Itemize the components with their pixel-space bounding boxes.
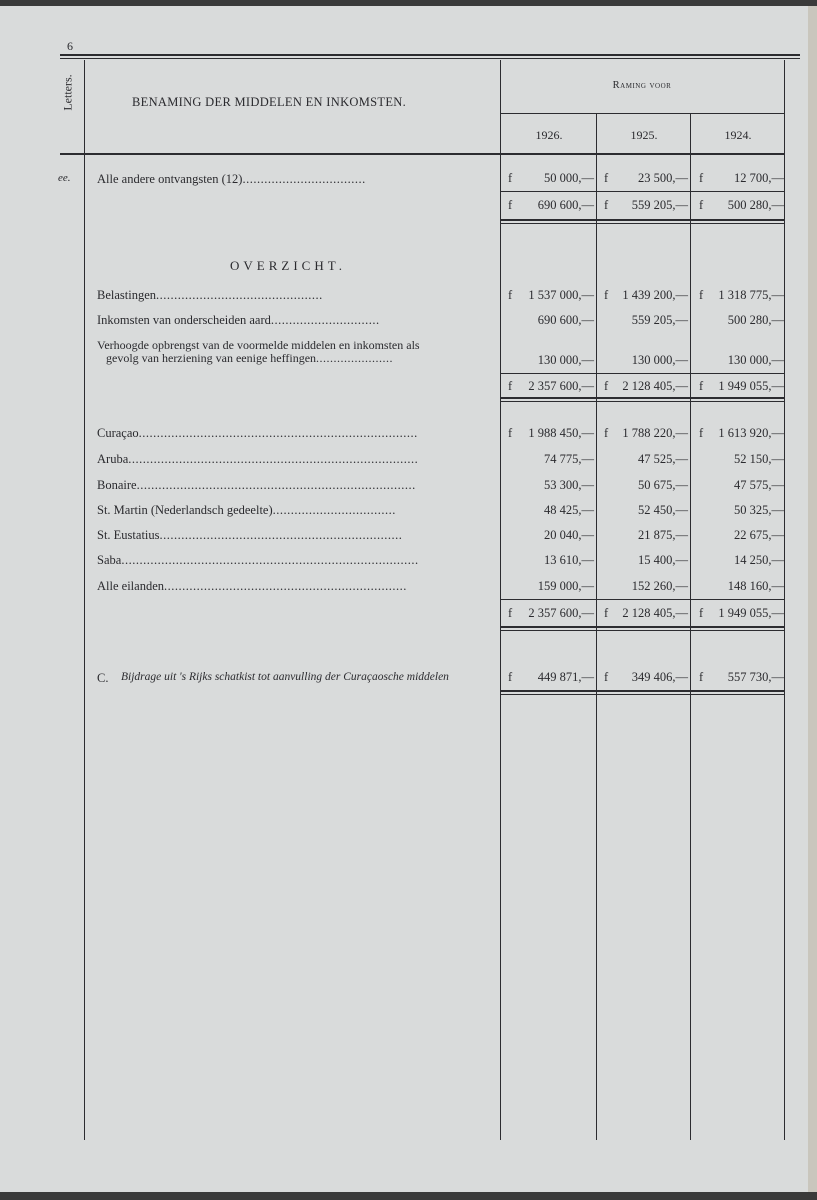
value-1924: 14 250,— [734, 553, 784, 567]
value-1924: 52 150,— [734, 452, 784, 466]
value-1924: 50 325,— [734, 503, 784, 517]
value-1924: 1 613 920,— [718, 426, 784, 440]
row-label-verhoogde-line2: gevolg van herziening van eenige heffingen...................... [106, 351, 394, 365]
value-1925: 23 500,— [638, 171, 688, 185]
value-1925: 2 128 405,— [622, 606, 688, 620]
value-1925: 1 788 220,— [622, 426, 688, 440]
value-1926: 449 871,— [537, 670, 594, 684]
value-1924: 12 700,— [734, 171, 784, 185]
value-1926: 13 610,— [544, 553, 594, 567]
total-rule-thin [500, 223, 784, 224]
total-rule [500, 219, 784, 221]
currency-f: f [699, 288, 704, 302]
currency-f: f [604, 171, 609, 185]
row-label-inkomsten: Inkomsten van onderscheiden aard.............................. [97, 313, 380, 327]
subtotal-rule [500, 599, 784, 600]
value-1925: 50 675,— [638, 478, 688, 492]
value-1924: 47 575,— [734, 478, 784, 492]
top-rule [60, 54, 800, 56]
label-text: Curaçao [97, 426, 139, 440]
currency-f: f [604, 198, 609, 212]
row-label-island: St. Martin (Nederlandsch gedeelte).................................. [97, 503, 396, 517]
year-1924: 1924. [724, 128, 752, 142]
currency-f: f [604, 288, 609, 302]
currency-f: f [508, 606, 513, 620]
value-1926: 1 988 450,— [528, 426, 594, 440]
row-label-island: St. Eustatius................................................................... [97, 528, 403, 542]
value-1925: 1 439 200,— [622, 288, 688, 302]
currency-f: f [508, 171, 513, 185]
row-label-island: Saba.................................................................................. [97, 553, 419, 567]
value-1926: 50 000,— [544, 171, 594, 185]
label-text: Saba [97, 553, 122, 567]
value-1924: 22 675,— [734, 528, 784, 542]
label-text: Inkomsten van onderscheiden aard [97, 313, 271, 327]
row-label-belastingen: Belastingen.............................................. [97, 288, 323, 302]
value-1925: 52 450,— [638, 503, 688, 517]
value-1925: 152 260,— [631, 579, 688, 593]
year-1926: 1926. [535, 128, 563, 142]
currency-f: f [699, 379, 704, 393]
currency-f: f [699, 198, 704, 212]
row-label-verhoogde-line1: Verhoogde opbrengst van de voormelde middelen en inkomsten als [97, 338, 420, 352]
currency-f: f [508, 198, 513, 212]
row-letter-ee: ee. [58, 172, 71, 184]
value-1926: 20 040,— [544, 528, 594, 542]
currency-f: f [604, 426, 609, 440]
label-text: Bonaire [97, 478, 137, 492]
raming-rule [500, 113, 784, 114]
currency-f: f [508, 379, 513, 393]
currency-f: f [604, 606, 609, 620]
value-1926: 74 775,— [544, 452, 594, 466]
value-1926: 2 357 600,— [528, 606, 594, 620]
currency-f: f [699, 171, 704, 185]
value-1926: 53 300,— [544, 478, 594, 492]
value-1924: 148 160,— [727, 579, 784, 593]
currency-f: f [699, 670, 704, 684]
page-edge [808, 6, 817, 1192]
value-1924: 500 280,— [727, 198, 784, 212]
value-1925: 130 000,— [631, 353, 688, 367]
value-1925: 349 406,— [631, 670, 688, 684]
letters-column-line [84, 60, 85, 1140]
currency-f: f [604, 379, 609, 393]
page-number: 6 [67, 39, 73, 53]
value-1925: 15 400,— [638, 553, 688, 567]
value-1926: 1 537 000,— [528, 288, 594, 302]
value-1925: 21 875,— [638, 528, 688, 542]
value-1924: 130 000,— [727, 353, 784, 367]
row-label-island: Bonaire............................................................................. [97, 478, 416, 492]
value-1924: 1 318 775,— [718, 288, 784, 302]
currency-f: f [699, 606, 704, 620]
top-rule-thin [60, 58, 800, 59]
label-text: St. Martin (Nederlandsch gedeelte) [97, 503, 273, 517]
letters-header: Letters. [60, 74, 75, 111]
value-1924: 1 949 055,— [718, 606, 784, 620]
subtotal-rule [500, 191, 784, 192]
total-rule-thin [500, 630, 784, 631]
currency-f: f [508, 426, 513, 440]
total-rule-thin [500, 694, 784, 695]
header-rule [60, 153, 784, 155]
subtotal-rule [500, 373, 784, 374]
raming-voor-header: Raming voor [612, 80, 672, 91]
value-1926: 130 000,— [537, 353, 594, 367]
total-rule [500, 626, 784, 628]
total-rule [500, 690, 784, 692]
label-text: St. Eustatius [97, 528, 160, 542]
value-1926: 2 357 600,— [528, 379, 594, 393]
value-1926: 690 600,— [537, 198, 594, 212]
row-letter-c: C. [97, 671, 109, 685]
right-column-line [784, 60, 785, 1140]
label-text: gevolg van herziening van eenige heffingen [106, 351, 317, 365]
currency-f: f [508, 670, 513, 684]
value-1926: 48 425,— [544, 503, 594, 517]
row-label-bijdrage: Bijdrage uit 's Rijks schatkist tot aanvulling der Curaçaosche middelen [121, 671, 449, 683]
value-1925: 559 205,— [631, 198, 688, 212]
label-text: Alle eilanden [97, 579, 164, 593]
value-1925: 47 525,— [638, 452, 688, 466]
currency-f: f [604, 670, 609, 684]
value-1925: 2 128 405,— [622, 379, 688, 393]
row-label-island: Aruba................................................................................ [97, 452, 419, 466]
row-label-island: Curaçao............................................................................. [97, 426, 418, 440]
value-1926: 159 000,— [537, 579, 594, 593]
total-rule-thin [500, 401, 784, 402]
overzicht-title: OVERZICHT. [230, 258, 346, 273]
label-text: Alle andere ontvangsten (12) [97, 172, 243, 186]
value-1924: 557 730,— [727, 670, 784, 684]
values-column-line [500, 60, 501, 1140]
total-rule [500, 397, 784, 399]
label-text: Aruba [97, 452, 129, 466]
value-1924: 1 949 055,— [718, 379, 784, 393]
currency-f: f [699, 426, 704, 440]
currency-f: f [508, 288, 513, 302]
year-1925: 1925. [630, 128, 658, 142]
label-text: Belastingen [97, 288, 157, 302]
row-label-island: Alle eilanden................................................................... [97, 579, 407, 593]
row-label-alle-andere: Alle andere ontvangsten (12).................................. [97, 172, 366, 186]
value-1926: 690 600,— [537, 313, 594, 327]
value-1925: 559 205,— [631, 313, 688, 327]
value-1924: 500 280,— [727, 313, 784, 327]
column-title: BENAMING DER MIDDELEN EN INKOMSTEN. [132, 95, 407, 109]
